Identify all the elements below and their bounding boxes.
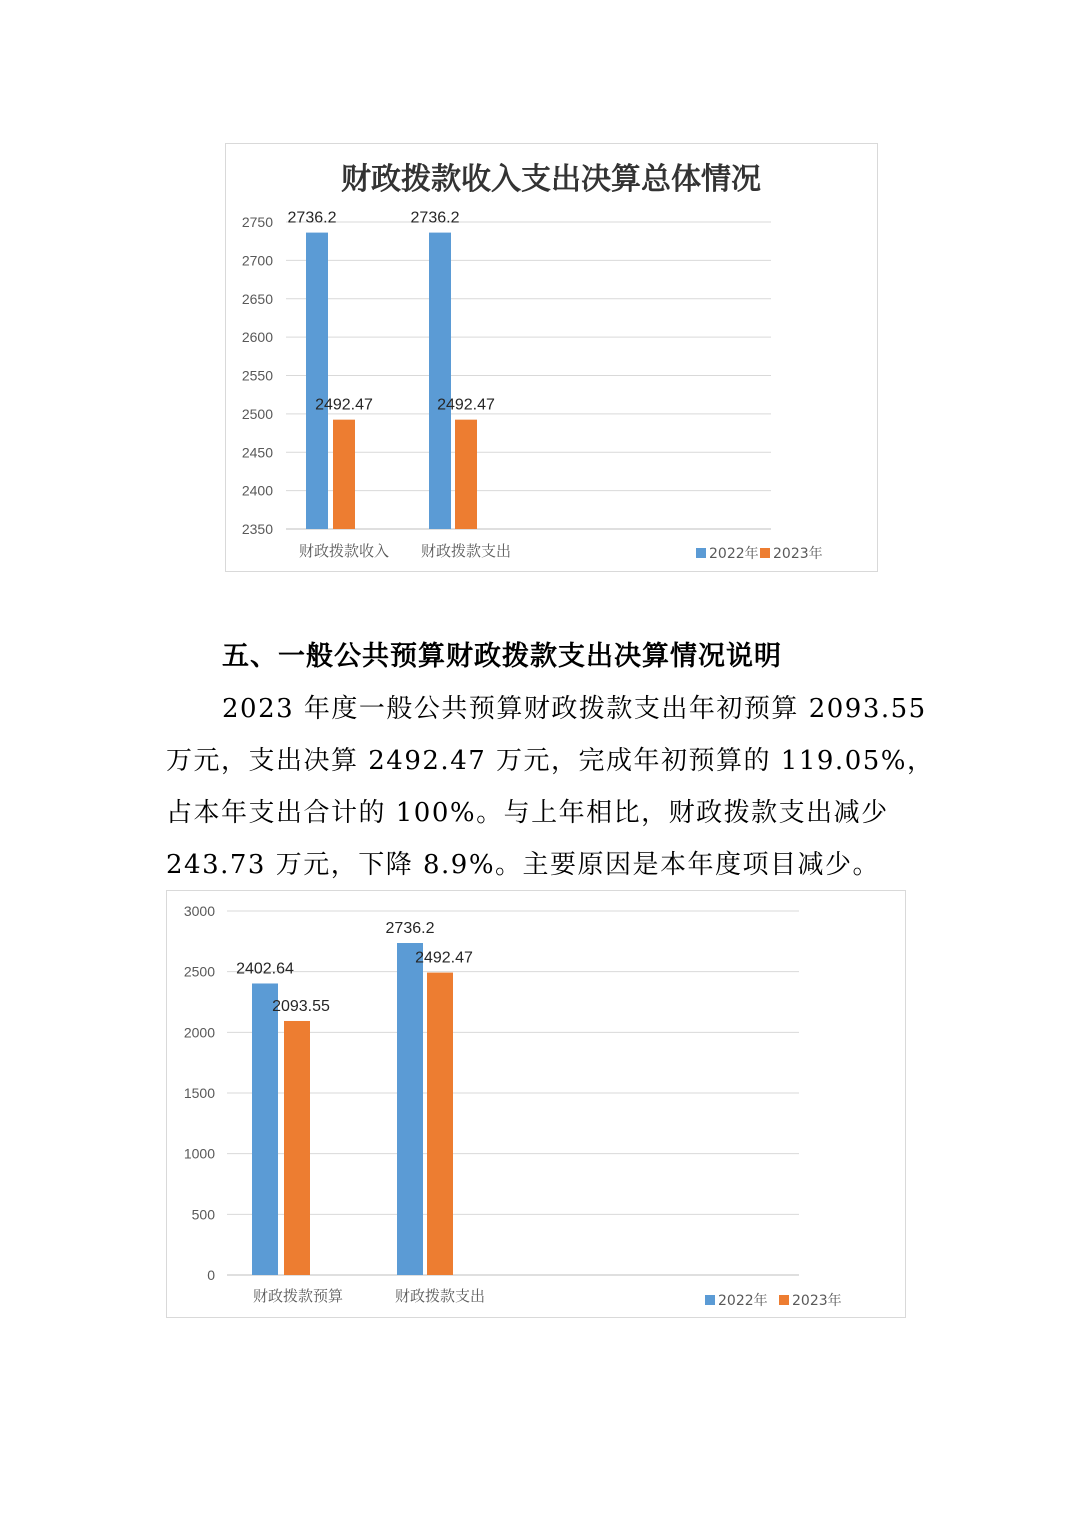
- chart1-legend-swatch: [696, 548, 706, 558]
- chart2-data-label: 2736.2: [385, 920, 435, 938]
- chart-budget-overview: [225, 143, 878, 572]
- chart2-y-tick-label: 2500: [183, 963, 215, 980]
- chart2-legend-label: 2022年: [718, 1293, 768, 1309]
- chart1-y-tick-label: 2750: [241, 214, 273, 230]
- chart2-x-tick-label: 财政拨款支出: [394, 1287, 486, 1305]
- chart1-data-label: 2736.2: [410, 209, 460, 227]
- paragraph-line-3: 占本年支出合计的 100%。与上年相比，财政拨款支出减少: [166, 798, 889, 828]
- section-heading: 五、一般公共预算财政拨款支出决算情况说明: [222, 641, 782, 672]
- chart1-x-tick-label: 财政拨款收入: [298, 542, 390, 560]
- chart2-y-tick-label: 1500: [183, 1085, 215, 1101]
- chart2-legend-swatch: [779, 1295, 789, 1305]
- chart2-y-tick-label: 3000: [183, 903, 215, 919]
- chart2-bar-1-1: [427, 973, 453, 1275]
- chart1-bar-1-1: [455, 420, 477, 529]
- chart2-y-tick-label: 500: [191, 1206, 215, 1223]
- chart2-data-label: 2492.47: [415, 949, 473, 967]
- chart2-x-tick-label: 财政拨款预算: [252, 1287, 344, 1305]
- chart1-y-tick-label: 2650: [241, 290, 273, 307]
- chart1-svg: [226, 144, 879, 573]
- chart2-legend-swatch: [705, 1295, 715, 1305]
- chart1-bar-0-0: [306, 233, 328, 529]
- chart1-y-tick-label: 2350: [241, 521, 273, 537]
- paragraph-line-1: 2023 年度一般公共预算财政拨款支出年初预算 2093.55: [222, 694, 927, 724]
- chart1-x-tick-label: 财政拨款支出: [420, 542, 512, 560]
- chart1-bar-0-1: [333, 420, 355, 529]
- chart1-y-tick-label: 2550: [241, 367, 273, 384]
- chart2-y-tick-label: 2000: [183, 1024, 215, 1041]
- chart2-data-label: 2402.64: [236, 960, 294, 978]
- chart1-y-tick-label: 2700: [241, 252, 273, 269]
- chart1-y-tick-label: 2400: [241, 482, 273, 499]
- chart1-y-tick-label: 2500: [241, 405, 273, 422]
- chart1-bar-1-0: [429, 233, 451, 529]
- chart1-y-tick-label: 2600: [241, 329, 273, 346]
- chart1-data-label: 2492.47: [437, 396, 495, 414]
- chart2-data-label: 2093.55: [272, 997, 330, 1015]
- chart1-legend-swatch: [760, 548, 770, 558]
- chart1-title: 财政拨款收入支出决算总体情况: [341, 162, 761, 197]
- chart2-y-tick-label: 1000: [183, 1145, 215, 1162]
- chart1-legend-label: 2022年: [709, 546, 759, 562]
- chart1-data-label: 2736.2: [287, 209, 337, 227]
- chart2-bar-0-1: [284, 1021, 310, 1275]
- chart2-svg: [167, 891, 907, 1319]
- chart2-bar-0-0: [252, 983, 278, 1275]
- paragraph-line-4: 243.73 万元，下降 8.9%。主要原因是本年度项目减少。: [166, 850, 881, 880]
- chart2-legend-label: 2023年: [792, 1293, 842, 1309]
- chart1-data-label: 2492.47: [315, 396, 373, 414]
- paragraph-line-2: 万元，支出决算 2492.47 万元，完成年初预算的 119.05%，: [166, 746, 935, 776]
- chart2-y-tick-label: 0: [207, 1267, 215, 1283]
- chart2-bar-1-0: [397, 943, 423, 1275]
- chart1-legend-label: 2023年: [773, 546, 823, 562]
- chart-expenditure-comparison: [166, 890, 906, 1318]
- chart1-y-tick-label: 2450: [241, 444, 273, 461]
